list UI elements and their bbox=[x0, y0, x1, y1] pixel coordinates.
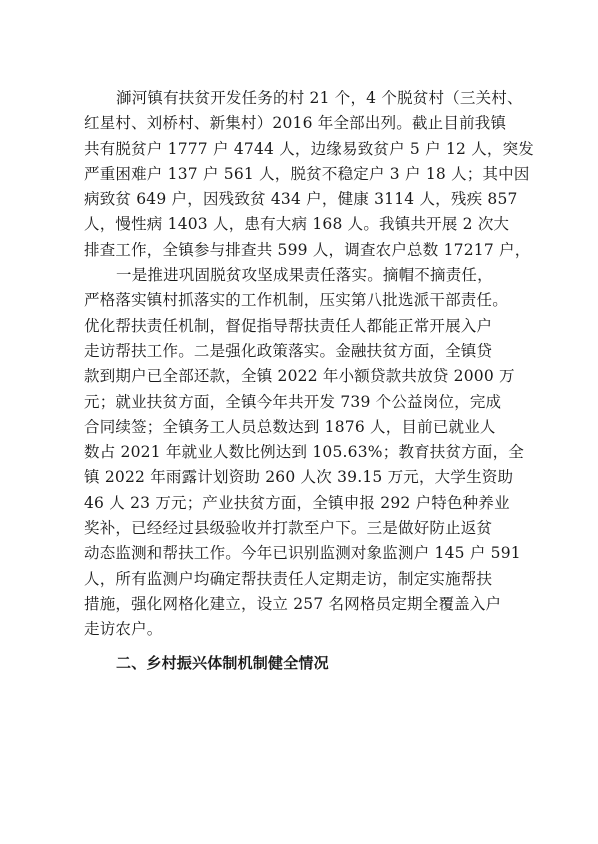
text-line: 合同续签；全镇务工人员总数达到 1876 人，目前已就业人 bbox=[84, 417, 496, 436]
text-line: 46 人 23 万元；产业扶贫方面，全镇申报 292 户特色种养业 bbox=[84, 493, 510, 512]
text-line: 款到期户已全部还款，全镇 2022 年小额贷款共放贷 2000 万 bbox=[84, 367, 515, 386]
text-line: 排查工作，全镇参与排查共 599 人，调查农户总数 17217 户， bbox=[84, 240, 531, 259]
text-line: 数占 2021 年就业人数比例达到 105.63%；教育扶贫方面，全 bbox=[84, 443, 524, 462]
text-line: 溮河镇有扶贫开发任务的村 21 个，4 个脱贫村（三关村、 bbox=[116, 89, 523, 107]
text-line: 一是推进巩固脱贫攻坚成果责任落实。摘帽不摘责任， bbox=[116, 266, 493, 285]
text-line: 严格落实镇村抓落实的工作机制，压实第八批选派干部责任。 bbox=[84, 291, 508, 310]
text-line: 动态监测和帮扶工作。今年已识别监测对象监测户 145 户 591 bbox=[84, 544, 521, 563]
text-line: 奖补，已经经过县级验收并打款至户下。三是做好防止返贫 bbox=[84, 519, 493, 538]
text-line: 走访帮扶工作。二是强化政策落实。金融扶贫方面，全镇贷 bbox=[84, 341, 493, 360]
text-line: 走访农户。 bbox=[84, 620, 163, 639]
text-line: 共有脱贫户 1777 户 4744 人，边缘易致贫户 5 户 12 人，突发 bbox=[84, 139, 534, 158]
text-line: 人，所有监测户均确定帮扶责任人定期走访，制定实施帮扶 bbox=[84, 569, 493, 588]
text-line: 严重困难户 137 户 561 人，脱贫不稳定户 3 户 18 人；其中因 bbox=[84, 164, 530, 183]
text-line: 优化帮扶责任机制，督促指导帮扶责任人都能正常开展入户 bbox=[84, 316, 493, 335]
document-body bbox=[84, 86, 534, 676]
text-line: 镇 2022 年雨露计划资助 260 人次 39.15 万元，大学生资助 bbox=[84, 468, 514, 487]
text-line: 人，慢性病 1403 人，患有大病 168 人。我镇共开展 2 次大 bbox=[84, 215, 510, 234]
text-line: 红星村、刘桥村、新集村）2016 年全部出列。截止目前我镇 bbox=[84, 114, 507, 133]
text-line: 病致贫 649 户，因残致贫 434 户，健康 3114 人，残疾 857 bbox=[84, 190, 518, 209]
text-line: 元；就业扶贫方面，全镇今年共开发 739 个公益岗位，完成 bbox=[84, 392, 502, 411]
text-line: 措施，强化网格化建立，设立 257 名网格员定期全覆盖入户 bbox=[84, 594, 502, 613]
section-heading: 二、乡村振兴体制机制健全情况 bbox=[116, 653, 329, 672]
